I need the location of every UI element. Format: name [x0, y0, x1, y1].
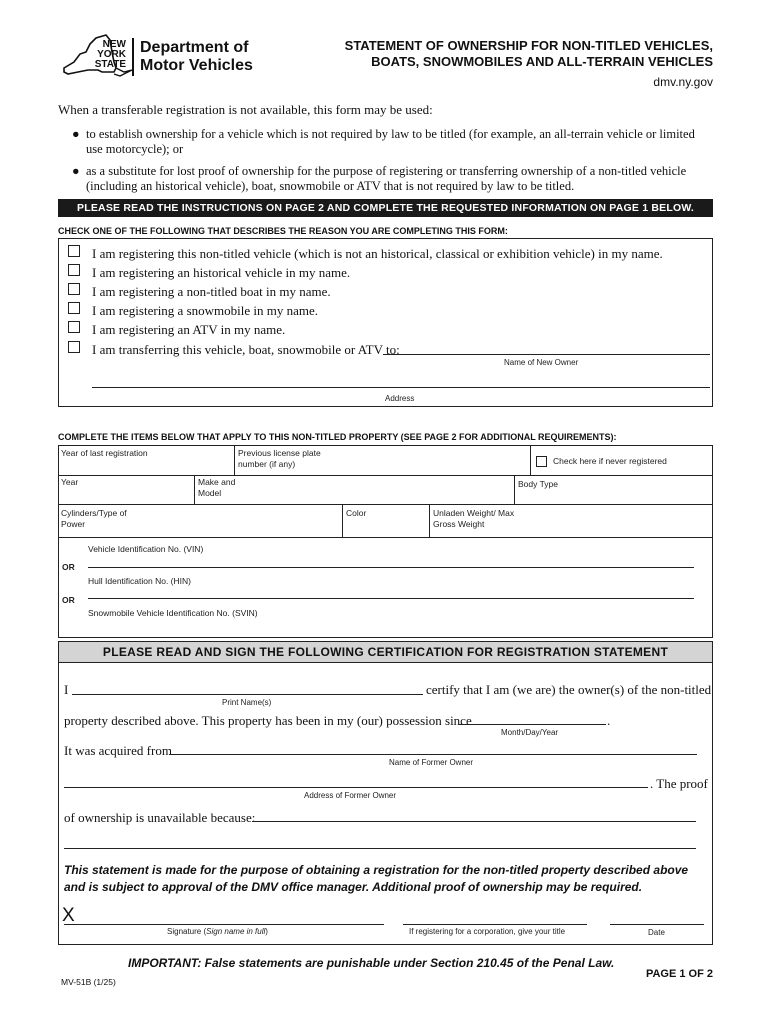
certify-text: certify that I am (we are) the owner(s) of the non-titled [426, 682, 712, 697]
vin-field[interactable] [88, 567, 694, 568]
corporation-title-caption: If registering for a corporation, give your title [409, 927, 566, 936]
dmv-logo [58, 32, 258, 82]
reason-checkbox-1[interactable] [68, 245, 80, 257]
hin-field[interactable] [88, 598, 694, 599]
reason-option-6: I am transferring this vehicle, boat, snowmobile or ATV to: [92, 342, 400, 357]
reason-option-1: I am registering this non-titled vehicle (which is not an historical, classical or exhibition vehicle) in my name. [92, 246, 663, 261]
unavailable-reason-field-1[interactable] [252, 821, 696, 822]
instructions-banner: PLEASE READ THE INSTRUCTIONS ON PAGE 2 AND COMPLETE THE REQUESTED INFORMATION ON PAGE 1 BELOW. [58, 199, 713, 217]
hin-label: Hull Identification No. (HIN) [88, 576, 191, 586]
address-caption: Address [385, 394, 415, 403]
signature-field[interactable] [64, 924, 384, 925]
month-day-year-caption: Month/Day/Year [501, 728, 559, 737]
print-names-field[interactable] [72, 694, 423, 695]
make-model-label: Make and Model [198, 477, 236, 498]
intro-bullet: ● to establish ownership for a vehicle which is not required by law to be titled (for example, an all-terrain vehicle or limited use motorcycle); or [72, 127, 695, 156]
certification-title-bar: PLEASE READ AND SIGN THE FOLLOWING CERTIFICATION FOR REGISTRATION STATEMENT [59, 642, 712, 663]
year-last-registration-label: Year of last registration [61, 448, 148, 458]
reason-option-2: I am registering an historical vehicle in my name. [92, 265, 351, 280]
former-owner-name-field[interactable] [169, 754, 697, 755]
signature-caption: Signature (Sign name in full) [167, 927, 268, 936]
form-title-line1: STATEMENT OF OWNERSHIP FOR NON-TITLED VEHICLES, [344, 38, 713, 53]
property-heading: COMPLETE THE ITEMS BELOW THAT APPLY TO THIS NON-TITLED PROPERTY (SEE PAGE 2 FOR ADDITIONAL REQUIREMENTS): [58, 432, 617, 442]
logo-dept-line2: Motor Vehicles [140, 57, 253, 74]
statement-text: This statement is made for the purpose of obtaining a registration for the non-titled property described above and is subject to approval of the DMV office manager. Additional proof of ownership may be required. [64, 863, 689, 894]
or-label-1: OR [62, 562, 75, 572]
reason-checkbox-4[interactable] [68, 302, 80, 314]
reason-checkbox-2[interactable] [68, 264, 80, 276]
weight-label: Unladen Weight/ Max Gross Weight [433, 508, 515, 529]
website-link[interactable]: dmv.ny.gov [653, 75, 713, 89]
acquired-text: It was acquired from [64, 743, 172, 758]
possession-text: property described above. This property has been in my (our) possession since [64, 713, 472, 728]
new-owner-address-field[interactable] [92, 387, 710, 388]
former-address-caption: Address of Former Owner [304, 791, 397, 800]
reason-checkbox-3[interactable] [68, 283, 80, 295]
unavailable-reason-field-2[interactable] [64, 848, 696, 849]
reason-option-5: I am registering an ATV in my name. [92, 322, 286, 337]
vin-label: Vehicle Identification No. (VIN) [88, 544, 204, 554]
new-owner-name-field[interactable] [383, 354, 710, 355]
form-title-line2: BOATS, SNOWMOBILES AND ALL-TERRAIN VEHICLES [371, 54, 713, 69]
logo-dept-line1: Department of [140, 39, 249, 56]
year-label: Year [61, 477, 79, 487]
possession-date-field[interactable] [459, 724, 606, 725]
possession-period: . [607, 713, 611, 728]
intro-lead: When a transferable registration is not available, this form may be used: [58, 102, 433, 117]
signature-x-mark: X [62, 905, 75, 926]
body-type-label: Body Type [518, 479, 559, 489]
reason-checkbox-5[interactable] [68, 321, 80, 333]
or-label-2: OR [62, 595, 75, 605]
logo-state-line3: STATE [94, 59, 126, 70]
reason-checkbox-6[interactable] [68, 341, 80, 353]
important-notice: IMPORTANT: False statements are punishable under Section 210.45 of the Penal Law. [128, 956, 615, 970]
former-owner-address-field[interactable] [64, 787, 648, 788]
proof-text: . The proof [650, 776, 708, 791]
never-registered-label: Check here if never registered [553, 456, 667, 466]
reason-option-3: I am registering a non-titled boat in my name. [92, 284, 331, 299]
signature-date-caption: Date [648, 928, 665, 937]
reason-option-4: I am registering a snowmobile in my name. [92, 303, 319, 318]
logo-state-line1: NEW [102, 39, 126, 50]
page-number: PAGE 1 OF 2 [645, 968, 713, 980]
cylinders-label: Cylinders/Type of Power [61, 508, 127, 529]
never-registered-checkbox[interactable] [536, 456, 547, 467]
signature-date-field[interactable] [610, 924, 704, 925]
new-owner-caption: Name of New Owner [504, 358, 579, 367]
cert-i-label: I [64, 682, 69, 697]
logo-state-line2: YORK [97, 49, 126, 60]
print-names-caption: Print Name(s) [222, 698, 272, 707]
form-id: MV-51B (1/25) [61, 977, 116, 987]
unavailable-text: of ownership is unavailable because: [64, 810, 256, 825]
previous-plate-label: Previous license plate number (if any) [238, 448, 321, 469]
svin-label: Snowmobile Vehicle Identification No. (SVIN) [88, 608, 258, 618]
reasons-heading: CHECK ONE OF THE FOLLOWING THAT DESCRIBES THE REASON YOU ARE COMPLETING THIS FORM: [58, 226, 508, 236]
former-owner-caption: Name of Former Owner [389, 758, 474, 767]
color-label: Color [346, 508, 367, 518]
corporation-title-field[interactable] [403, 924, 587, 925]
intro-bullet: ● as a substitute for lost proof of ownership for the purpose of registering or transferring ownership of a non-titled vehicle (including an historical vehicle), boat, snowmobile or ATV that is not required by law to be titled. [72, 164, 687, 193]
